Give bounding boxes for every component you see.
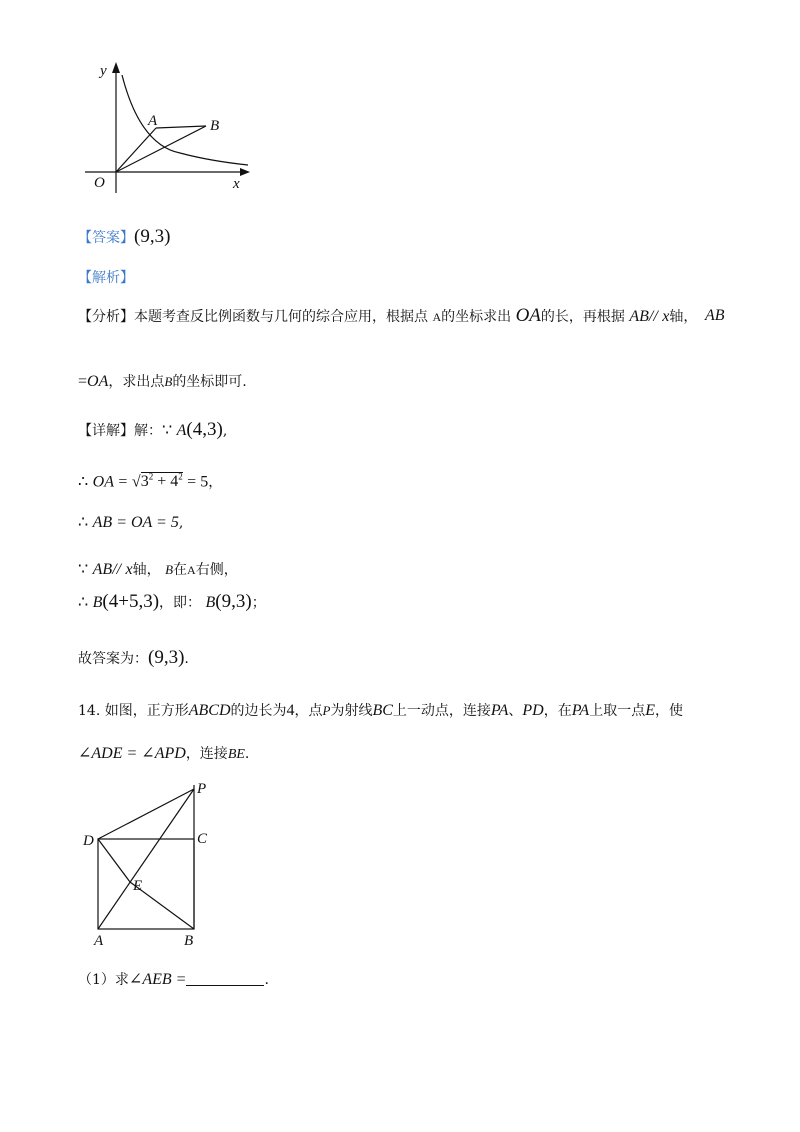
q14-be: BE — [227, 747, 245, 762]
detail-x: x — [125, 561, 133, 578]
q14-text-1: 如图，正方形 — [104, 703, 189, 719]
answer-line — [78, 227, 170, 248]
detail-b: B — [165, 562, 174, 577]
detail-line-2 — [78, 467, 222, 492]
figure-square — [80, 775, 220, 950]
detail-jie: 解： — [134, 423, 162, 439]
fig1-label-b: B — [210, 118, 220, 134]
radicand — [141, 472, 183, 490]
detail-a-coord: (4,3) — [186, 419, 223, 440]
segment-de — [98, 839, 130, 882]
detail-b-2: B — [205, 594, 216, 611]
fenxi-line-2 — [78, 372, 247, 392]
fig1-label-x: x — [233, 176, 240, 192]
therefore-symbol-2: ∴ — [78, 514, 89, 531]
detail-ab-parallel: AB// — [92, 561, 122, 578]
y-axis-arrow — [112, 62, 120, 73]
fig2-label-b: B — [184, 933, 194, 949]
final-answer-line — [78, 648, 189, 669]
q14-abcd: ABCD — [188, 702, 231, 719]
fenxi-b: B — [164, 374, 173, 389]
detail-comma: , — [222, 423, 228, 439]
fenxi-point-a: A — [432, 310, 442, 324]
radicand-plus: + — [157, 473, 167, 491]
detail-eq-1: = — [118, 473, 128, 491]
detail-ab-eq-oa: AB = OA = 5 — [92, 514, 179, 531]
fenxi-text-1: 本题考查反比例函数与几何的综合应用，根据点 — [134, 309, 428, 325]
detail-line-1 — [78, 420, 227, 441]
final-answer-value: (9,3) — [148, 647, 185, 668]
fenxi-eq: = — [78, 373, 88, 390]
q14-text-8: 上取一点 — [589, 703, 646, 719]
fig2-label-d: D — [83, 833, 94, 849]
q14-text-5: 上一动点，连接 — [392, 703, 491, 719]
sub1-angle: ∠AEB = — [128, 971, 187, 988]
q14-pd: PD — [522, 702, 544, 719]
fenxi-x: x — [662, 308, 670, 325]
detail-a: A — [176, 422, 187, 439]
fenxi-line-1 — [78, 306, 697, 327]
radicand-b: 4 — [170, 473, 179, 491]
fenxi-text-6: 的坐标即可. — [172, 374, 247, 390]
answer-value: (9,3) — [134, 226, 171, 247]
because-symbol-2: ∵ — [78, 561, 89, 578]
fig2-label-a: A — [94, 933, 104, 949]
q14-angle-eq: ∠ADE = ∠APD — [78, 745, 186, 762]
fenxi-ab-parallel: AB// — [629, 308, 658, 325]
fenxi-tag: 【分析】 — [78, 309, 134, 325]
detail-end-2: ， — [208, 474, 223, 491]
detail-rhs-5: = 5 — [187, 473, 209, 491]
q14-four: 4 — [286, 702, 295, 719]
q14-pa: PA — [490, 702, 509, 719]
q14-line-2 — [78, 744, 249, 765]
square-abcd — [98, 839, 194, 929]
detail-tag: 【详解】 — [78, 423, 134, 439]
x-axis-arrow — [240, 168, 250, 176]
detail-line-4 — [78, 560, 238, 580]
q14-pa-2: PA — [571, 702, 590, 719]
segment-oa — [116, 128, 156, 172]
q14-text-11: . — [244, 746, 250, 762]
sub-question-1 — [78, 970, 269, 990]
q14-text-9: ，使 — [654, 703, 683, 719]
fenxi-ab: AB — [705, 307, 725, 324]
q14-p: P — [322, 703, 331, 718]
q14-text-2: 的边长为 — [230, 703, 287, 719]
fenxi-text-2: 的坐标求出 — [441, 309, 512, 325]
detail-zai: 在 — [173, 562, 188, 578]
segment-ob — [116, 126, 206, 172]
segment-dp — [98, 789, 194, 839]
detail-zhou: 轴， — [132, 562, 161, 578]
detail-right-side: 右侧， — [195, 562, 238, 578]
final-answer-text: 故答案为： — [78, 651, 148, 667]
radicand-a: 3 — [140, 473, 149, 491]
q14-text-3: ，点 — [294, 703, 323, 719]
figure-hyperbola — [80, 55, 260, 195]
detail-end-3: , — [178, 515, 184, 531]
fig1-label-y: y — [100, 63, 107, 79]
q14-bc: BC — [372, 702, 393, 719]
q14-number: 14. — [78, 703, 101, 719]
hyperbola-curve — [122, 75, 248, 165]
fenxi-oa: OA — [515, 305, 541, 326]
analysis-tag: 【解析】 — [78, 270, 134, 286]
detail-line-5 — [78, 592, 266, 613]
sub1-label: （1）求 — [78, 972, 129, 988]
detail-oa: OA — [92, 473, 114, 491]
final-answer-end: . — [184, 651, 189, 667]
detail-ji: ，即： — [159, 595, 202, 611]
fig1-label-o: O — [94, 175, 105, 191]
sqrt-symbol: √ — [131, 473, 141, 491]
detail-b-coord-1: (4+5,3) — [102, 591, 160, 612]
fenxi-text-5: ，求出点 — [108, 374, 165, 390]
analysis-line — [78, 268, 134, 288]
q14-text-6: 、 — [508, 703, 523, 719]
because-symbol: ∵ — [162, 422, 173, 439]
detail-a-2: A — [187, 563, 196, 577]
fenxi-text-3: 的长，再根据 — [540, 309, 625, 325]
fig2-label-c: C — [197, 831, 208, 847]
q14-line-1 — [78, 701, 683, 721]
detail-end-5: ； — [251, 595, 266, 611]
therefore-symbol-1: ∴ — [78, 473, 89, 491]
fig2-label-e: E — [133, 878, 143, 894]
detail-b-coord-2: (9,3) — [215, 591, 252, 612]
fenxi-oa-2: OA — [87, 373, 109, 390]
detail-line-3 — [78, 513, 183, 533]
fig2-label-p: P — [197, 781, 207, 797]
therefore-symbol-3: ∴ — [78, 594, 89, 611]
exp-a: 2 — [148, 472, 154, 482]
fig1-label-a: A — [148, 113, 158, 129]
detail-b-1: B — [92, 594, 103, 611]
q14-text-4: 为射线 — [330, 703, 373, 719]
segment-ab — [156, 126, 206, 128]
q14-e: E — [645, 702, 655, 719]
fenxi-text-4: 轴， — [669, 309, 698, 325]
answer-tag: 【答案】 — [78, 230, 134, 246]
q14-text-10: ，连接 — [185, 746, 228, 762]
answer-blank[interactable] — [186, 971, 264, 986]
exp-b: 2 — [178, 472, 183, 482]
q14-text-7: ，在 — [543, 703, 572, 719]
sub1-end: . — [264, 972, 269, 988]
